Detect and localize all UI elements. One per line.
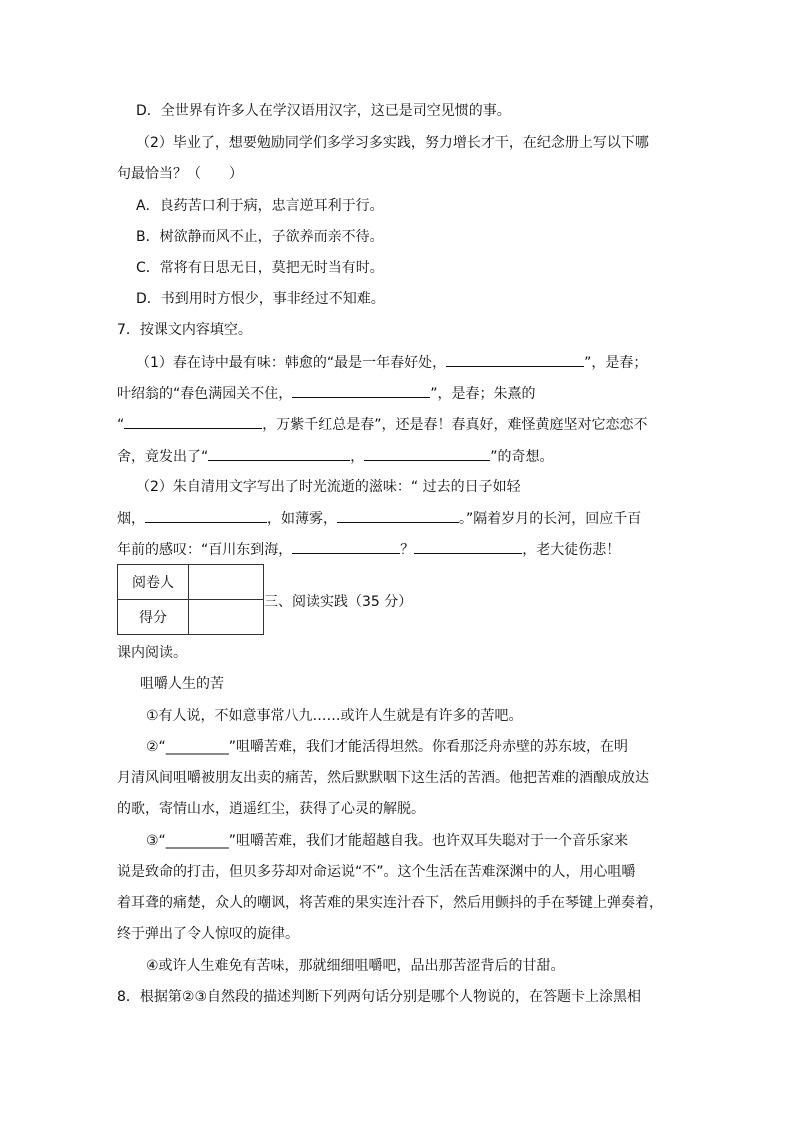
q7-s1-text-g: 舍，竟发出了“ xyxy=(117,449,209,465)
section-intro: 课内阅读。 xyxy=(117,645,187,661)
q7-s1-line1 xyxy=(136,352,647,373)
passage-p3-line1: ③“_________”咀嚼苦难，我们才能超越自我。也许双耳失聪对于一个音乐家来 xyxy=(146,833,629,849)
answer-blank[interactable] xyxy=(292,539,400,554)
score-cell[interactable] xyxy=(189,600,264,635)
answer-blank[interactable] xyxy=(414,539,522,554)
q6-sub2-line1: （2）毕业了，想要勉励同学们多学习多实践，努力增长才干，在纪念册上写以下哪 xyxy=(136,135,649,151)
passage-p2-line1: ②“_________”咀嚼苦难，我们才能活得坦然。你看那泛舟赤壁的苏东坡，在明 xyxy=(146,739,629,755)
reviewer-label: 阅卷人 xyxy=(118,565,189,600)
passage-p2-line2: 月清风间咀嚼被朋友出卖的痛苦，然后默默咽下这生活的苦酒。他把苦难的酒酿成放达 xyxy=(117,770,649,786)
answer-blank[interactable] xyxy=(337,508,459,523)
q6-option-c: C．常将有日思无日，莫把无时当有时。 xyxy=(136,260,384,276)
q7-s2-line3 xyxy=(117,539,620,560)
q7-s1-text-h: ， xyxy=(350,449,365,465)
passage-p2-line3: 的歌，寄情山水，逍遥红尘，获得了心灵的解脱。 xyxy=(117,801,425,817)
q7-s2-text-d: 。”隔着岁月的长河，回应千百 xyxy=(459,511,642,527)
answer-blank[interactable] xyxy=(446,352,584,367)
q7-s1-text-f: ，万紫千红总是春”，还是春！春真好，难怪黄庭坚对它恋恋不 xyxy=(262,417,648,433)
passage-title: 咀嚼人生的苦 xyxy=(140,676,224,692)
q6-option-b: B．树欲静而风不止，子欲养而亲不待。 xyxy=(136,229,384,245)
q7-s1-line3 xyxy=(117,414,648,435)
score-box xyxy=(117,564,264,635)
q7-title: 7．按课文内容填空。 xyxy=(117,322,252,338)
q7-s1-text-b: ”，是春； xyxy=(584,355,648,371)
q7-s1-text-e: “ xyxy=(117,417,125,433)
answer-blank[interactable] xyxy=(124,414,262,429)
answer-blank[interactable] xyxy=(364,446,490,461)
q7-s2-text-c: ，如薄雾， xyxy=(267,511,337,527)
q7-s1-text-c: 叶绍翁的“春色满园关不住， xyxy=(117,386,293,402)
q7-s1-line4 xyxy=(117,446,554,467)
q6-option-d-prev: D．全世界有许多人在学汉语用汉字，这已是司空见惯的事。 xyxy=(136,103,511,119)
answer-blank[interactable] xyxy=(292,383,430,398)
q7-s2-text-g: ，老大徒伤悲！ xyxy=(522,542,621,558)
q7-s2-text-e: 年前的感叹：“百川东到海， xyxy=(117,542,293,558)
section-title: 三、阅读实践（35 分） xyxy=(264,594,413,610)
q6-sub2-line2: 句最恰当？（ ） xyxy=(117,166,243,182)
q7-s1-line2 xyxy=(117,383,536,404)
passage-p3-line2: 说是致命的打击，但贝多芬却对命运说“不”。这个生活在苦难深渊中的人，用心咀嚼 xyxy=(117,864,636,880)
q8-line1: 8．根据第②③自然段的描述判断下列两句话分别是哪个人物说的，在答题卡上涂黑相 xyxy=(117,989,642,1005)
q7-s1-text-a: （1）春在诗中最有味：韩愈的“最是一年春好处， xyxy=(136,355,447,371)
answer-blank[interactable] xyxy=(208,446,350,461)
score-label: 得分 xyxy=(118,600,189,635)
q7-s2-text-f: ？ xyxy=(400,542,415,558)
q7-s2-line2 xyxy=(117,508,641,529)
q6-option-d: D．书到用时方恨少，事非经过不知难。 xyxy=(136,291,385,307)
q7-s1-text-d: ”，是春；朱熹的 xyxy=(430,386,536,402)
answer-blank[interactable] xyxy=(145,508,267,523)
passage-p4: ④或许人生难免有苦味，那就细细咀嚼吧，品出那苦涩背后的甘甜。 xyxy=(146,958,565,974)
passage-p3-line3: 着耳聋的痛楚，众人的嘲讽，将苦难的果实连汁吞下，然后用颤抖的手在琴键上弹奏着， xyxy=(117,895,663,911)
passage-p3-line4: 终于弹出了令人惊叹的旋律。 xyxy=(117,926,299,942)
q6-option-a: A．良药苦口利于病，忠言逆耳利于行。 xyxy=(136,198,384,214)
reviewer-cell[interactable] xyxy=(189,565,264,600)
q7-s1-text-i: ”的奇想。 xyxy=(490,449,554,465)
q7-s2-text-b: 烟， xyxy=(117,511,145,527)
passage-p1: ①有人说，不如意事常八九……或许人生就是有许多的苦吧。 xyxy=(146,708,523,724)
q7-s2-line1: （2）朱自清用文字写出了时光流逝的滋味：“ 过去的日子如轻 xyxy=(136,479,521,495)
